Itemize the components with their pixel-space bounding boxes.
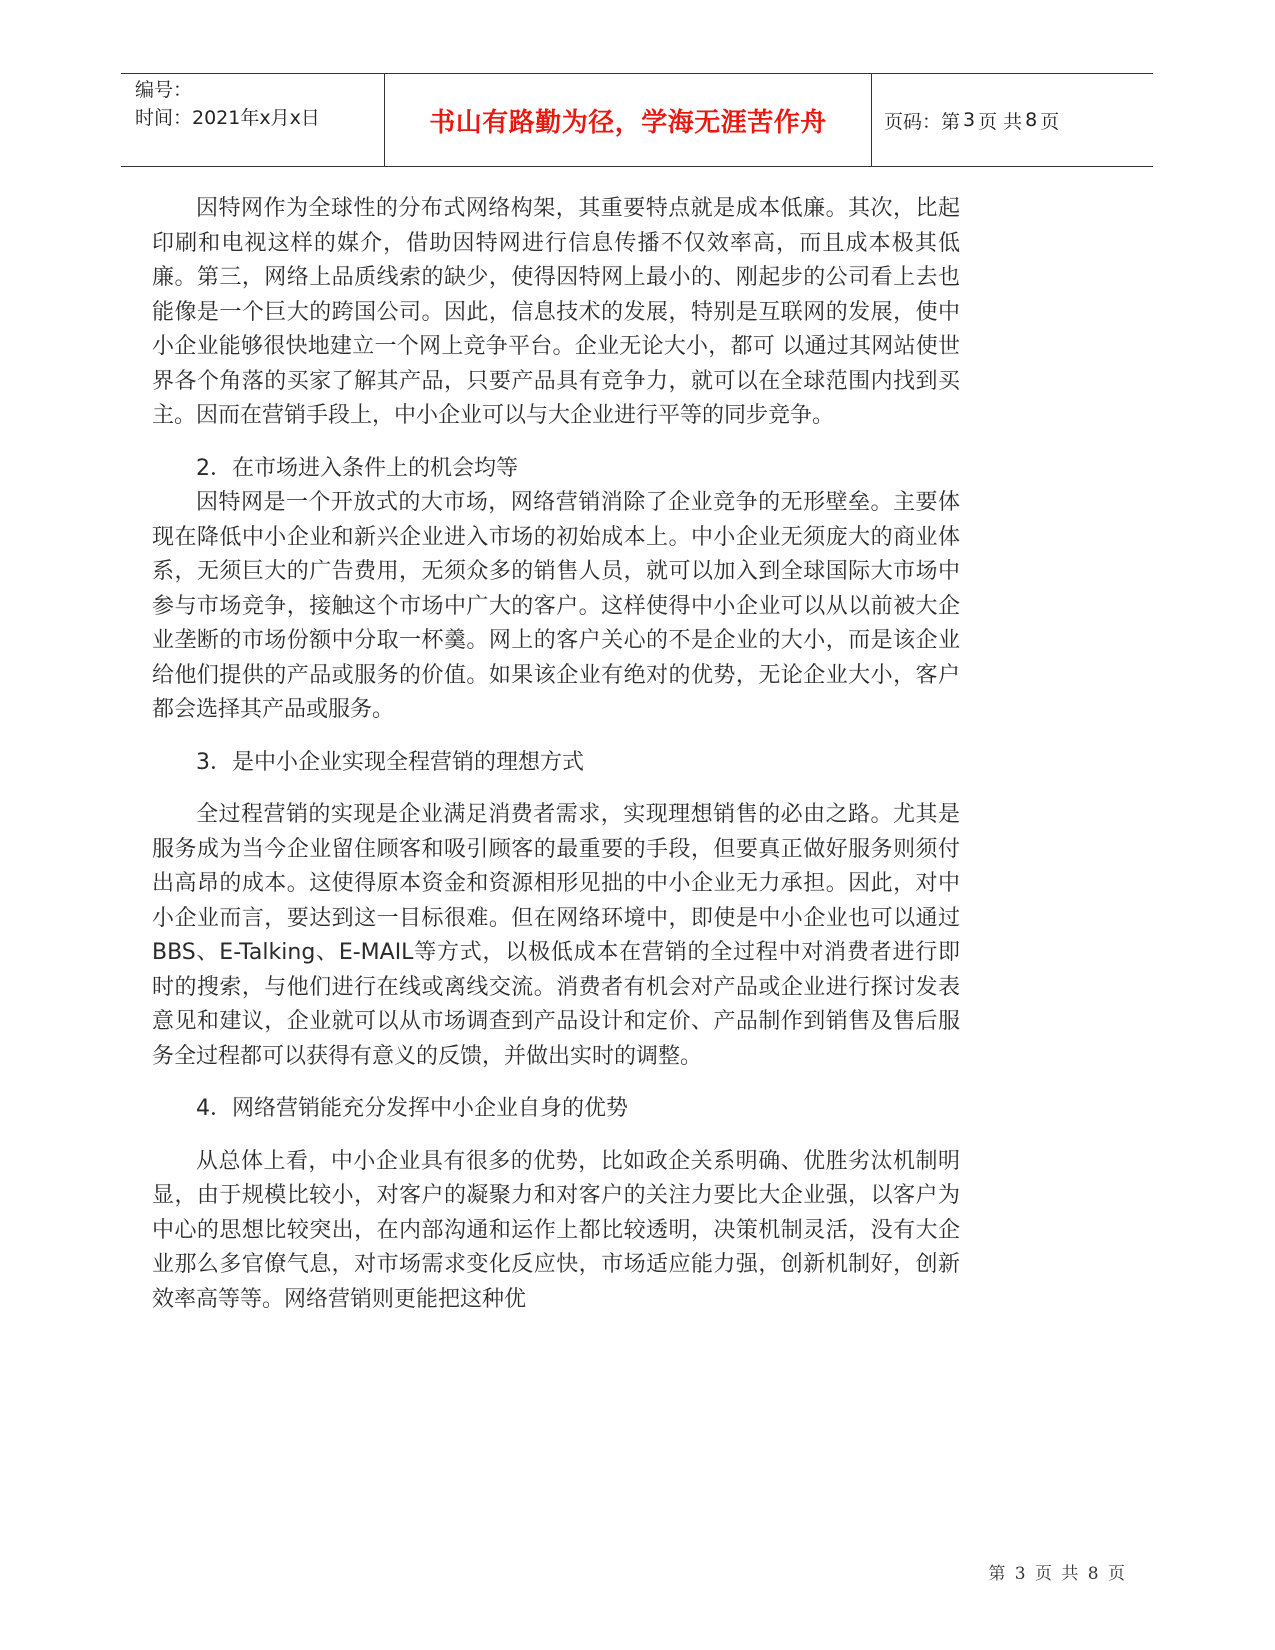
page-footer: 第 3 页 共 8 页: [988, 1564, 1127, 1584]
page-current: 3: [963, 109, 976, 131]
header-page-indicator: [872, 74, 1153, 166]
page-suffix: 页: [1040, 110, 1060, 133]
document-time: 时间：2021年x月x日: [135, 107, 320, 129]
section-heading-4: 4．网络营销能充分发挥中小企业自身的优势: [196, 1096, 628, 1121]
section-heading-3: 3．是中小企业实现全程营销的理想方式: [196, 749, 584, 775]
paragraph-1: 因特网作为全球性的分布式网络构架，其重要特点就是成本低廉。其次，比起印刷和电视这样的媒介，借助因特网进行信息传播不仅效率高，而且成本极其低廉。第三，网络上品质线索的缺少，使得因特网上最小的、刚起步的公司看上去也能像是一个巨大的跨国公司。因此，信息技术的发展，特别是互联网的发展，使中小企业能够很快地建立一个网上竞争平台。企业无论大小，都可 以通过其网站使世界各个角落的买家了解其产品，只要产品具有竞争力，就可以在全球范围内找到买主。因而在营销手段上，中小企业可以与大企业进行平等的同步竞争。: [152, 196, 960, 428]
page-mid: 页 共: [978, 110, 1023, 133]
header-motto: 书山有路勤为径，学海无涯苦作舟: [385, 74, 872, 166]
document-number-label: 编号：: [135, 79, 193, 101]
paragraph-4: 从总体上看，中小企业具有很多的优势，比如政企关系明确、优胜劣汰机制明显，由于规模比较小，对客户的凝聚力和对客户的关注力要比大企业强，以客户为中心的思想比较突出，在内部沟通和运作上都比较透明，决策机制灵活，没有大企业那么多官僚气息，对市场需求变化反应快，市场适应能力强，创新机制好，创新效率高等等。网络营销则更能把这种优: [152, 1148, 960, 1312]
section-heading-2: 2．在市场进入条件上的机会均等: [196, 455, 518, 481]
page-prefix: 页码：第: [884, 110, 961, 133]
header-meta: [121, 74, 385, 166]
page-header: [121, 73, 1153, 167]
paragraph-3: 全过程营销的实现是企业满足消费者需求，实现理想销售的必由之路。尤其是服务成为当今企业留住顾客和吸引顾客的最重要的手段，但要真正做好服务则须付出高昂的成本。这使得原本资金和资源相形见拙的中小企业无力承担。因此，对中小企业而言，要达到这一目标很难。但在网络环境中，即使是中小企业也可以通过BBS、E-Talking、E-MAIL等方式，以极低成本在营销的全过程中对消费者进行即时的搜索，与他们进行在线或离线交流。消费者有机会对产品或企业进行探讨发表意见和建议，企业就可以从市场调查到产品设计和定价、产品制作到销售及售后服务全过程都可以获得有意义的反馈，并做出实时的调整。: [152, 802, 960, 1069]
page-total: 8: [1025, 109, 1038, 131]
document-body: [152, 192, 960, 1317]
paragraph-2: 因特网是一个开放式的大市场，网络营销消除了企业竞争的无形壁垒。主要体现在降低中小企业和新兴企业进入市场的初始成本上。中小企业无须庞大的商业体系，无须巨大的广告费用，无须众多的销售人员，就可以加入到全球国际大市场中参与市场竞争，接触这个市场中广大的客户。这样使得中小企业可以从以前被大企业垄断的市场份额中分取一杯羹。网上的客户关心的不是企业的大小，而是该企业给他们提供的产品或服务的价值。如果该企业有绝对的优势，无论企业大小，客户都会选择其产品或服务。: [152, 490, 960, 722]
